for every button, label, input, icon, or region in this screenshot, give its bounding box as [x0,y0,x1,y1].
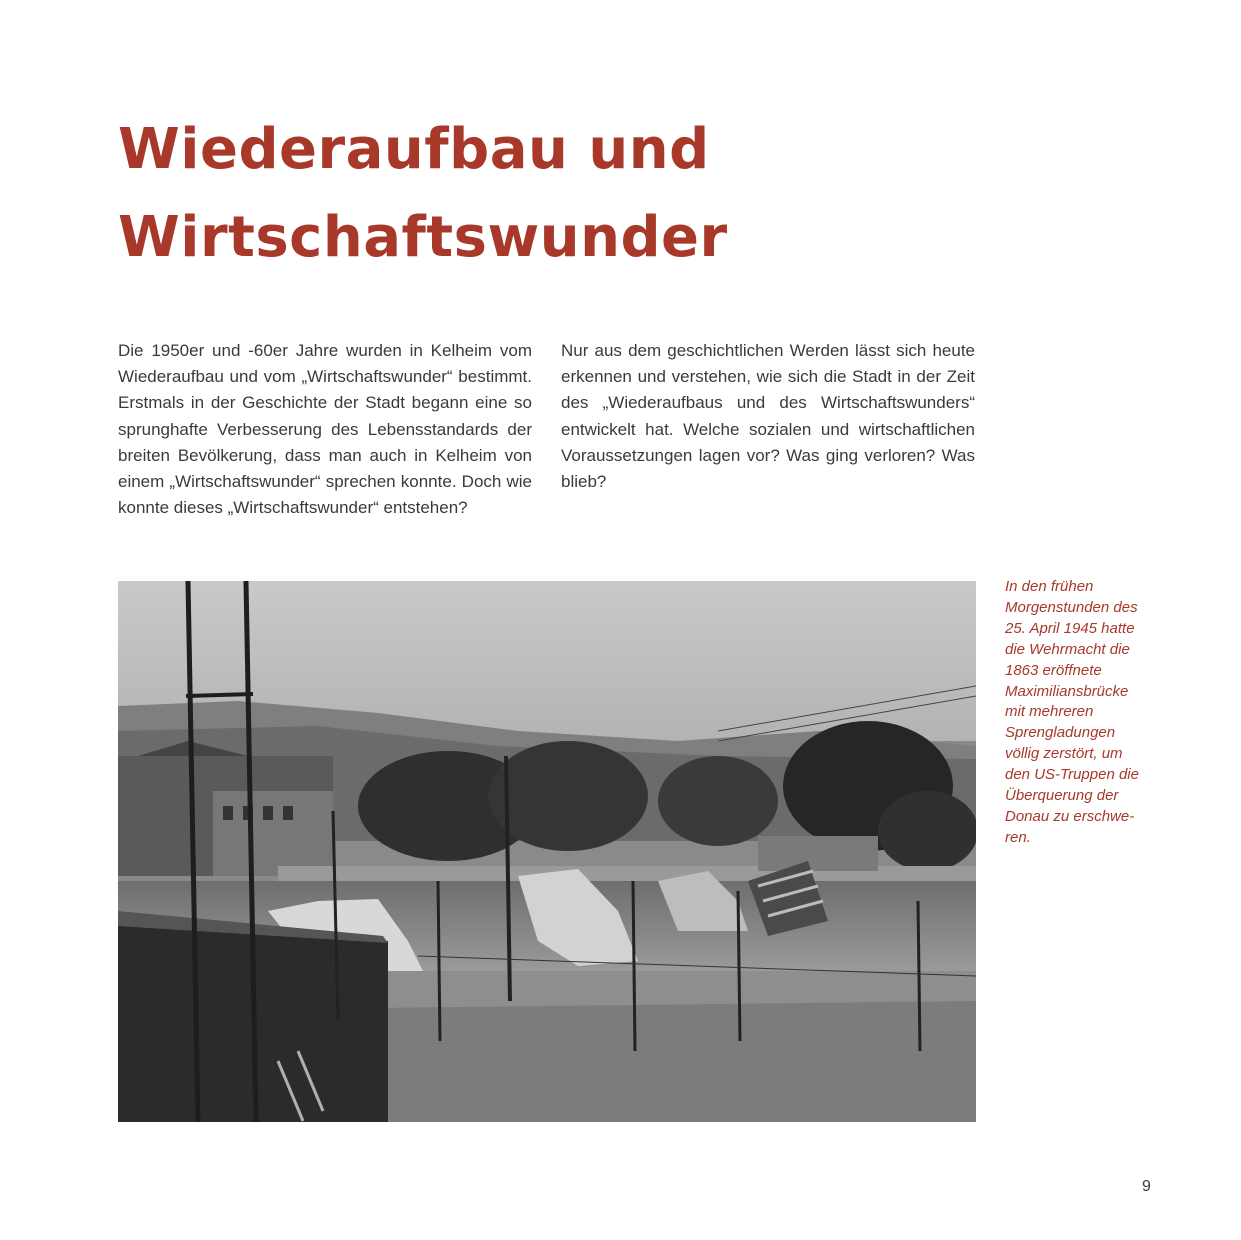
caption-line: Donau zu erschwe- [1005,807,1135,825]
photo-caption [1005,577,1165,849]
caption-line: Morgenstunden des [1005,598,1138,616]
text-column-right [561,338,975,495]
caption-line: mit mehreren [1005,703,1094,721]
caption-line: ren. [1005,828,1031,846]
caption-line: die Wehrmacht die [1005,640,1130,658]
page-title [118,106,728,282]
title-line-2: Wirtschaftswunder [118,205,728,270]
page-number: 9 [1142,1178,1151,1195]
caption-line: Sprengladungen [1005,724,1116,742]
caption-line: Überquerung der [1005,787,1119,805]
caption-line: völlig zerstört, um [1005,745,1123,763]
title-line-1: Wiederaufbau und [118,117,710,182]
caption-line: 1863 eröffnete [1005,661,1102,679]
paragraph-right: Nur aus dem geschichtlichen Werden lässt sich heute erkennen und verstehen, wie sich die Stadt in der Zeit des „Wiederaufbaus und des Wirtschaftswunders“ entwickelt hat. Welche sozialen und wirtschaftlichen Voraussetzungen lagen vor? Was ging verloren? Was blieb? [561,341,975,492]
caption-line: In den frühen [1005,578,1094,595]
caption-line: Maximiliansbrücke [1005,682,1129,700]
paragraph-left: Die 1950er und -60er Jahre wurden in Kelheim vom Wiederaufbau und vom „Wirtschaftswunder“ bestimmt. Erstmals in der Geschichte der Stadt begann eine so sprunghafte Verbesserung des Lebensstandards der breiten Bevölkerung, dass man auch in Kelheim von einem „Wirtschaftswunder“ sprechen konnte. Doch wie konnte dieses „Wirtschaftswunder“ entstehen? [118,341,532,518]
caption-line: den US-Truppen die [1005,766,1139,784]
historical-photo [118,581,976,1122]
caption-line: 25. April 1945 hatte [1005,619,1135,637]
text-column-left [118,338,532,521]
